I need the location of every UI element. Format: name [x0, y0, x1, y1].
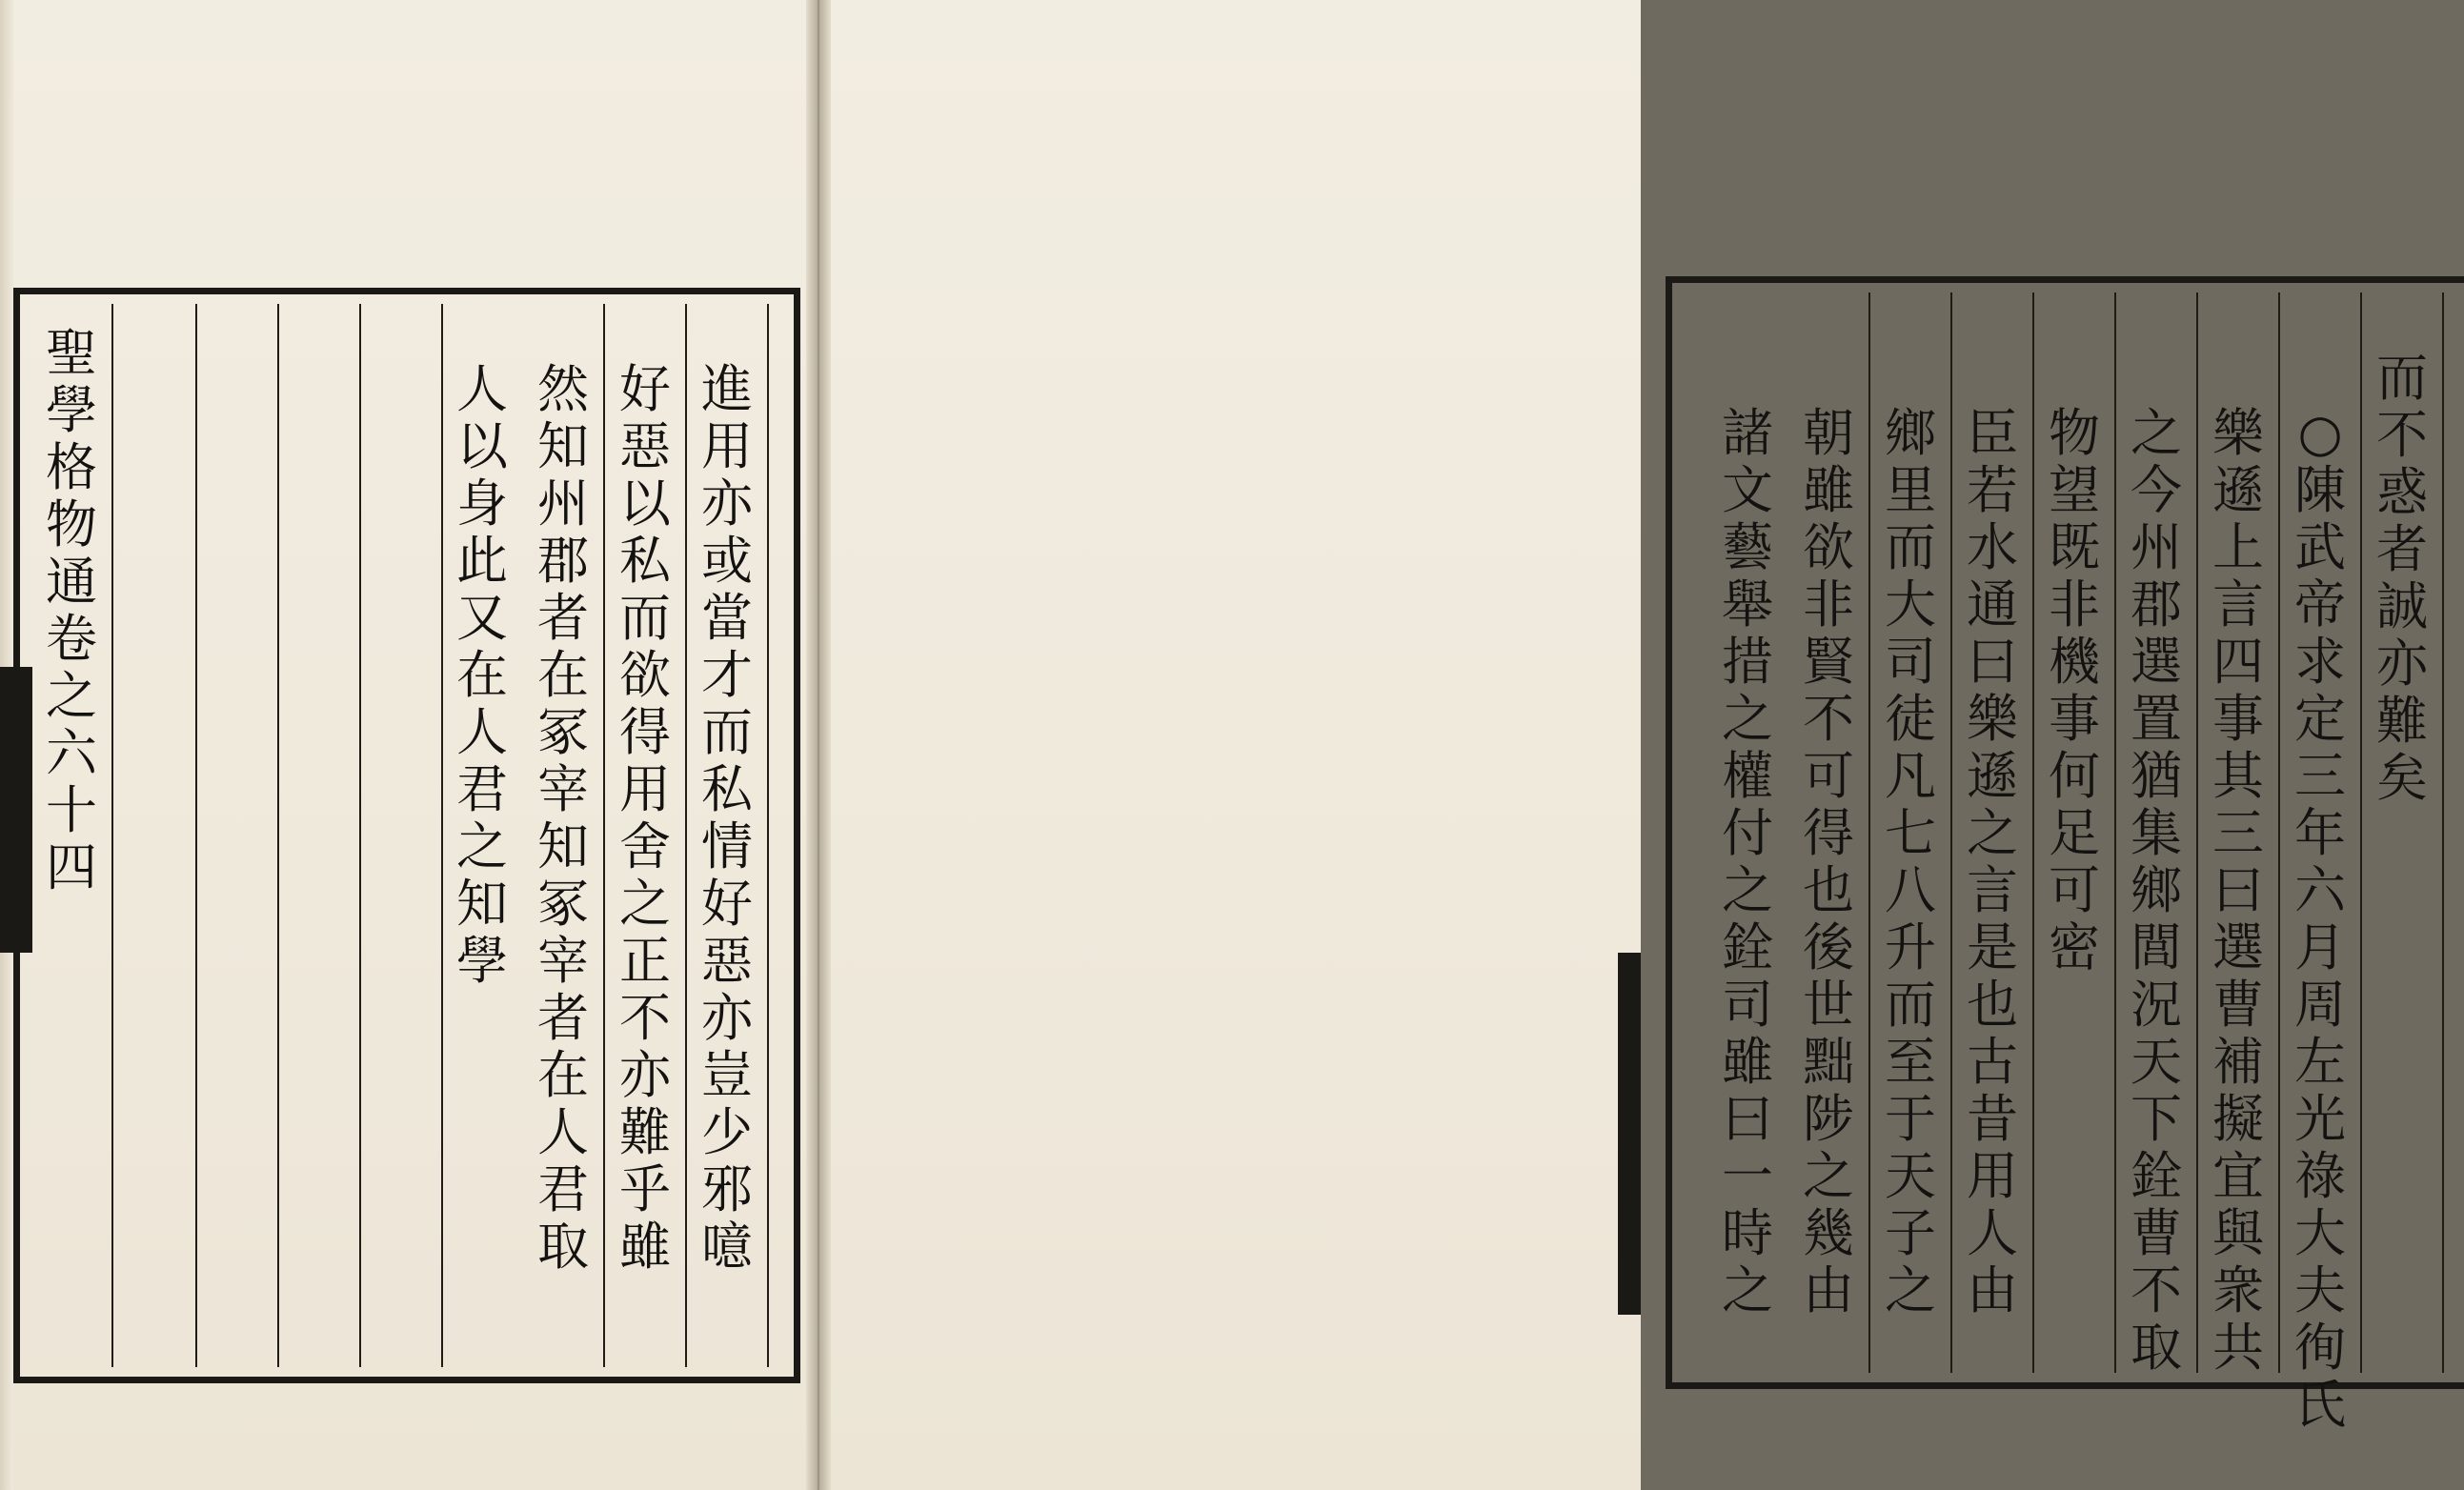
text-column — [31, 304, 113, 1367]
text-column — [1707, 292, 1788, 1373]
text-column — [605, 304, 687, 1367]
column-text: 而 不 惑 者 誠 亦 難 矣 — [2376, 348, 2428, 808]
text-column — [441, 304, 523, 1367]
column-text: 之 今 州 郡 選 置 猶 集 鄉 閭 況 天 下 銓 曹 不 取 — [2131, 403, 2182, 1378]
column-text: 好 惡 以 私 而 欲 得 用 舍 之 正 不 亦 難 乎 雖 — [619, 359, 671, 1277]
empty-column — [115, 304, 197, 1367]
text-column — [2116, 292, 2198, 1378]
column-text: 諸 文 藝 舉 措 之 權 付 之 銓 司 雖 曰 一 時 之 — [1722, 403, 1773, 1320]
column-text: ○ 陳 武 帝 求 定 三 年 六 月 周 左 光 祿 大 夫 徇 氏 — [2294, 403, 2346, 1435]
volume-title: 聖 學 格 物 通 卷 之 六 十 四 — [46, 323, 97, 897]
spine-block — [1618, 953, 1641, 1315]
column-text: 人 以 身 此 又 在 人 君 之 知 學 — [456, 359, 508, 991]
text-column — [1788, 292, 1870, 1373]
column-text: 臣 若 水 通 曰 樂 遜 之 言 是 也 古 昔 用 人 由 — [1967, 403, 2018, 1320]
right-page — [823, 0, 2428, 1490]
text-column — [2198, 292, 2280, 1378]
column-text: 進 用 亦 或 當 才 而 私 情 好 惡 亦 豈 少 邪 噫 — [701, 359, 753, 1277]
right-text-frame — [1666, 276, 2464, 1435]
text-column — [1952, 292, 2034, 1373]
text-column — [687, 304, 769, 1367]
column-text: 朝 雖 欲 非 賢 不 可 得 也 後 世 黜 陟 之 幾 由 — [1803, 403, 1854, 1320]
empty-column — [197, 304, 279, 1367]
column-text: 樂 遜 上 言 四 事 其 三 曰 選 曹 補 擬 宜 與 衆 共 — [2212, 403, 2264, 1378]
empty-column — [361, 304, 443, 1367]
column-text: 鄉 里 而 大 司 徒 凡 七 八 升 而 至 于 天 子 之 — [1885, 403, 1936, 1320]
left-text-frame — [13, 288, 800, 1383]
text-column — [2280, 292, 2362, 1435]
text-column — [523, 304, 605, 1367]
text-column — [2034, 292, 2116, 1373]
column-text: 然 知 州 郡 者 在 冢 宰 知 冢 宰 者 在 人 君 取 — [537, 359, 589, 1277]
column-text: 物 望 既 非 機 事 何 足 可 密 — [2049, 403, 2100, 977]
left-page — [0, 0, 814, 1490]
text-column — [1870, 292, 1952, 1373]
empty-column — [279, 304, 361, 1367]
text-column — [2362, 292, 2444, 1373]
book-gutter — [806, 0, 831, 1490]
